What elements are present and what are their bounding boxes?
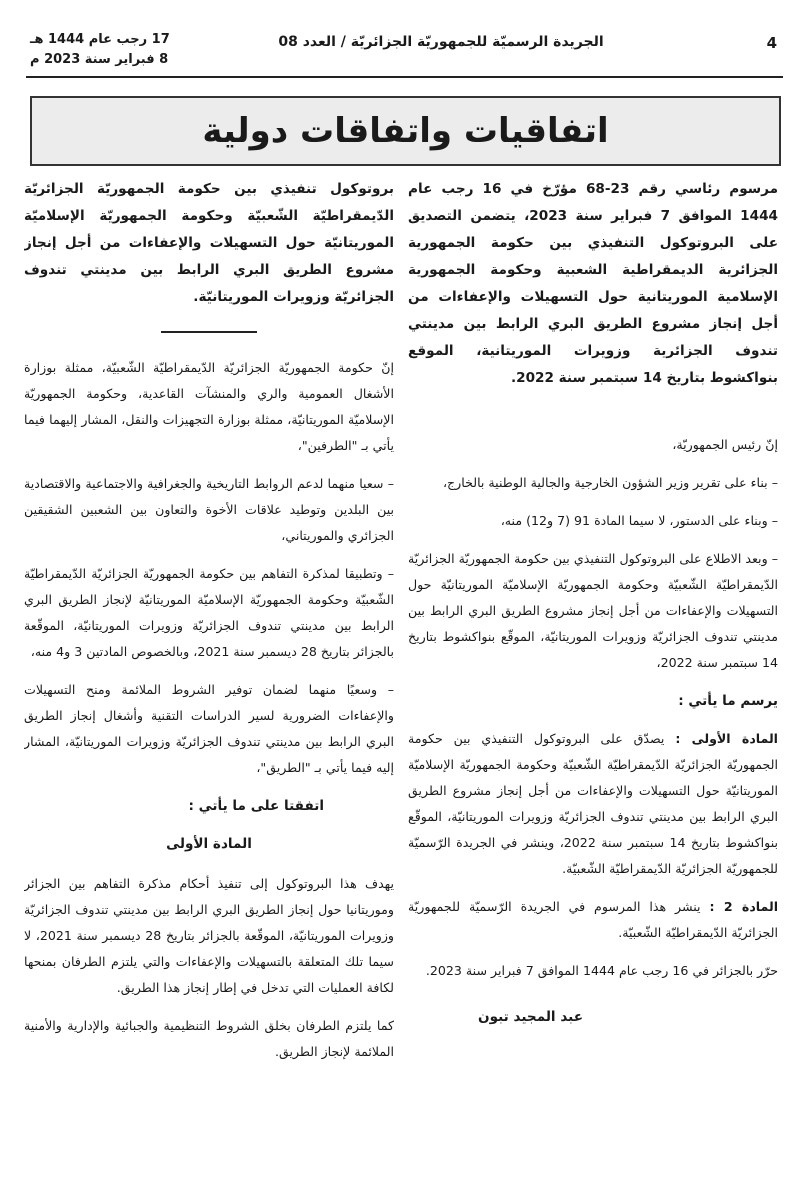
title-separator [161,331,257,333]
protocol-para-1: – سعيا منهما لدعم الروابط التاريخية والجغرافية والاجتماعية والاقتصادية بين البلدين وتوطيد علاقات الأخوة والتعاون بين الشعبين الشقيقين الجزائري والموريتاني، [24,476,394,543]
page-header [26,28,783,78]
protocol-article-1-heading: المادة الأولى [166,836,252,852]
protocol-column [24,176,394,1186]
protocol-article-1-para-2: كما يلتزم الطرفان بخلق الشروط التنظيمية والجبائية والإدارية والأمنية الملائمة لإنجاز الطريق. [24,1018,394,1059]
decree-article-2-label: المادة 2 : [709,899,778,914]
date-gregorian: 8 فبراير سنة 2023 م [30,52,169,67]
section-banner [30,96,781,166]
decree-column [408,176,778,1186]
issue-date [30,30,170,70]
decree-intro: إنّ رئيس الجمهوريّة، [672,437,778,452]
decree-done-at: حرّر بالجزائر في 16 رجب عام 1444 الموافق 7 فبراير سنة 2023. [425,963,778,978]
date-hijri: 17 رجب عام 1444 هـ [30,32,170,47]
journal-title: الجريدة الرسميّة للجمهوريّة الجزائريّة / العدد 08 [278,34,604,50]
protocol-title: بروتوكول تنفيذي بين حكومة الجمهوريّة الجزائريّة الدّيمقراطيّة الشّعبيّة وحكومة الجمهوريّة الإسلاميّة الموريتانيّة حول التسهيلات والإعفاءات من أجل إنجاز مشروع الطريق البري الرابط بين مدينتي تندوف الجزائريّة وزويرات الموريتانيّة. [24,181,394,305]
protocol-para-2: – وتطبيقا لمذكرة التفاهم بين حكومة الجمهوريّة الجزائريّة الدّيمقراطيّة الشّعبيّة وحكومة الجمهوريّة الإسلاميّة الموريتانيّة لإنجاز الطريق البري الرابط بين مدينتي تندوف الجزائريّة وزويرات الموريتانيّة، الموقّعة بالجزائر بتاريخ 28 ديسمبر سنة 2021، وبالخصوص المادتين 3 و4 منه، [24,566,394,659]
protocol-para-3: – وسعيًا منهما لضمان توفير الشروط الملائمة ومنح التسهيلات والإعفاءات الضرورية لسير الدراسات التقنية وأشغال إنجاز الطريق البري الرابط بين مدينتي تندوف الجزائريّة وزويرات الموريتانيّة، المشار إليه فيما يأتي بـ "الطريق"، [24,682,394,775]
section-title: اتفاقيات واتفاقات دولية [202,111,609,151]
decree-article-1-text: يصدّق على البروتوكول التنفيذي بين حكومة الجمهوريّة الجزائريّة الدّيمقراطيّة الشّعبيّة وحكومة الجمهوريّة الإسلاميّة الموريتانيّة حول التسهيلات والإعفاءات من أجل إنجاز مشروع الطريق البري الرابط بين مدينتي تندوف الجزائريّة وزويرات الموريتانيّة، الموقّع بنواكشوط بتاريخ 14 سبتمبر سنة 2022، وينشر في الجريدة الرّسميّة للجمهوريّة الجزائريّة الدّيمقراطيّة الشّعبيّة. [408,731,778,876]
decree-article-2 [408,894,778,946]
decree-para-2: – وبناء على الدستور، لا سيما المادة 91 (7 و12) منه، [500,513,778,528]
protocol-article-1-para-1: يهدف هذا البروتوكول إلى تنفيذ أحكام مذكرة التفاهم بين الجزائر وموريتانيا حول إنجاز الطريق البري الرابط بين مدينتي تندوف الجزائريّة وزويرات الموريتانيّة، الموقّعة بالجزائر بتاريخ 28 ديسمبر سنة 2021، لا سيما تلك المتعلقة بالتسهيلات والإعفاءات والتي يلتزم الطرفان بمنحها لكافة العمليات التي تدخل في إطار إنجاز هذا الطريق. [24,876,394,995]
decree-signature: عبد المجيد تبون [478,1009,584,1025]
decree-article-2-text: ينشر هذا المرسوم في الجريدة الرّسميّة للجمهوريّة الجزائريّة الدّيمقراطيّة الشّعبيّة. [408,899,778,940]
decree-article-1 [408,726,778,882]
page-number: 4 [766,34,777,52]
protocol-intro: إنّ حكومة الجمهوريّة الجزائريّة الدّيمقراطيّة الشّعبيّة، ممثلة بوزارة الأشغال العمومية والري والمنشآت القاعدية، وحكومة الجمهوريّة الإسلاميّة الموريتانيّة، ممثلة بوزارة التجهيزات والنقل، المشار إليهما فيما يأتي بـ "الطرفين"، [24,360,394,453]
decree-decrees-line: يرسم ما يأتي : [678,693,778,709]
protocol-agreed-line: اتفقتا على ما يأتي : [188,798,324,814]
decree-para-3: – وبعد الاطلاع على البروتوكول التنفيذي بين حكومة الجمهوريّة الجزائريّة الدّيمقراطيّة الشّعبيّة وحكومة الجمهوريّة الإسلاميّة الموريتانيّة حول التسهيلات والإعفاءات من أجل إنجاز مشروع الطريق البري الرابط بين مدينتي تندوف الجزائريّة وزويرات الموريتانيّة، الموقّع بنواكشوط بتاريخ 14 سبتمبر سنة 2022، [408,551,778,670]
decree-heading: مرسوم رئاسي رقم 23-68 مؤرّخ في 16 رجب عام 1444 الموافق 7 فبراير سنة 2023، يتضمن التصديق على البروتوكول التنفيذي بين حكومة الجمهورية الجزائرية الديمقراطية الشعبية وحكومة الجمهورية الإسلامية الموريتانية حول التسهيلات والإعفاءات من أجل إنجاز مشروع الطريق البري الرابط بين مدينتي تندوف الجزائرية وزويرات الموريتانية، الموقع بنواكشوط بتاريخ 14 سبتمبر سنة 2022. [408,181,778,386]
decree-para-1: – بناء على تقرير وزير الشؤون الخارجية والجالية الوطنية بالخارج، [442,475,778,490]
decree-article-1-label: المادة الأولى : [675,731,778,746]
